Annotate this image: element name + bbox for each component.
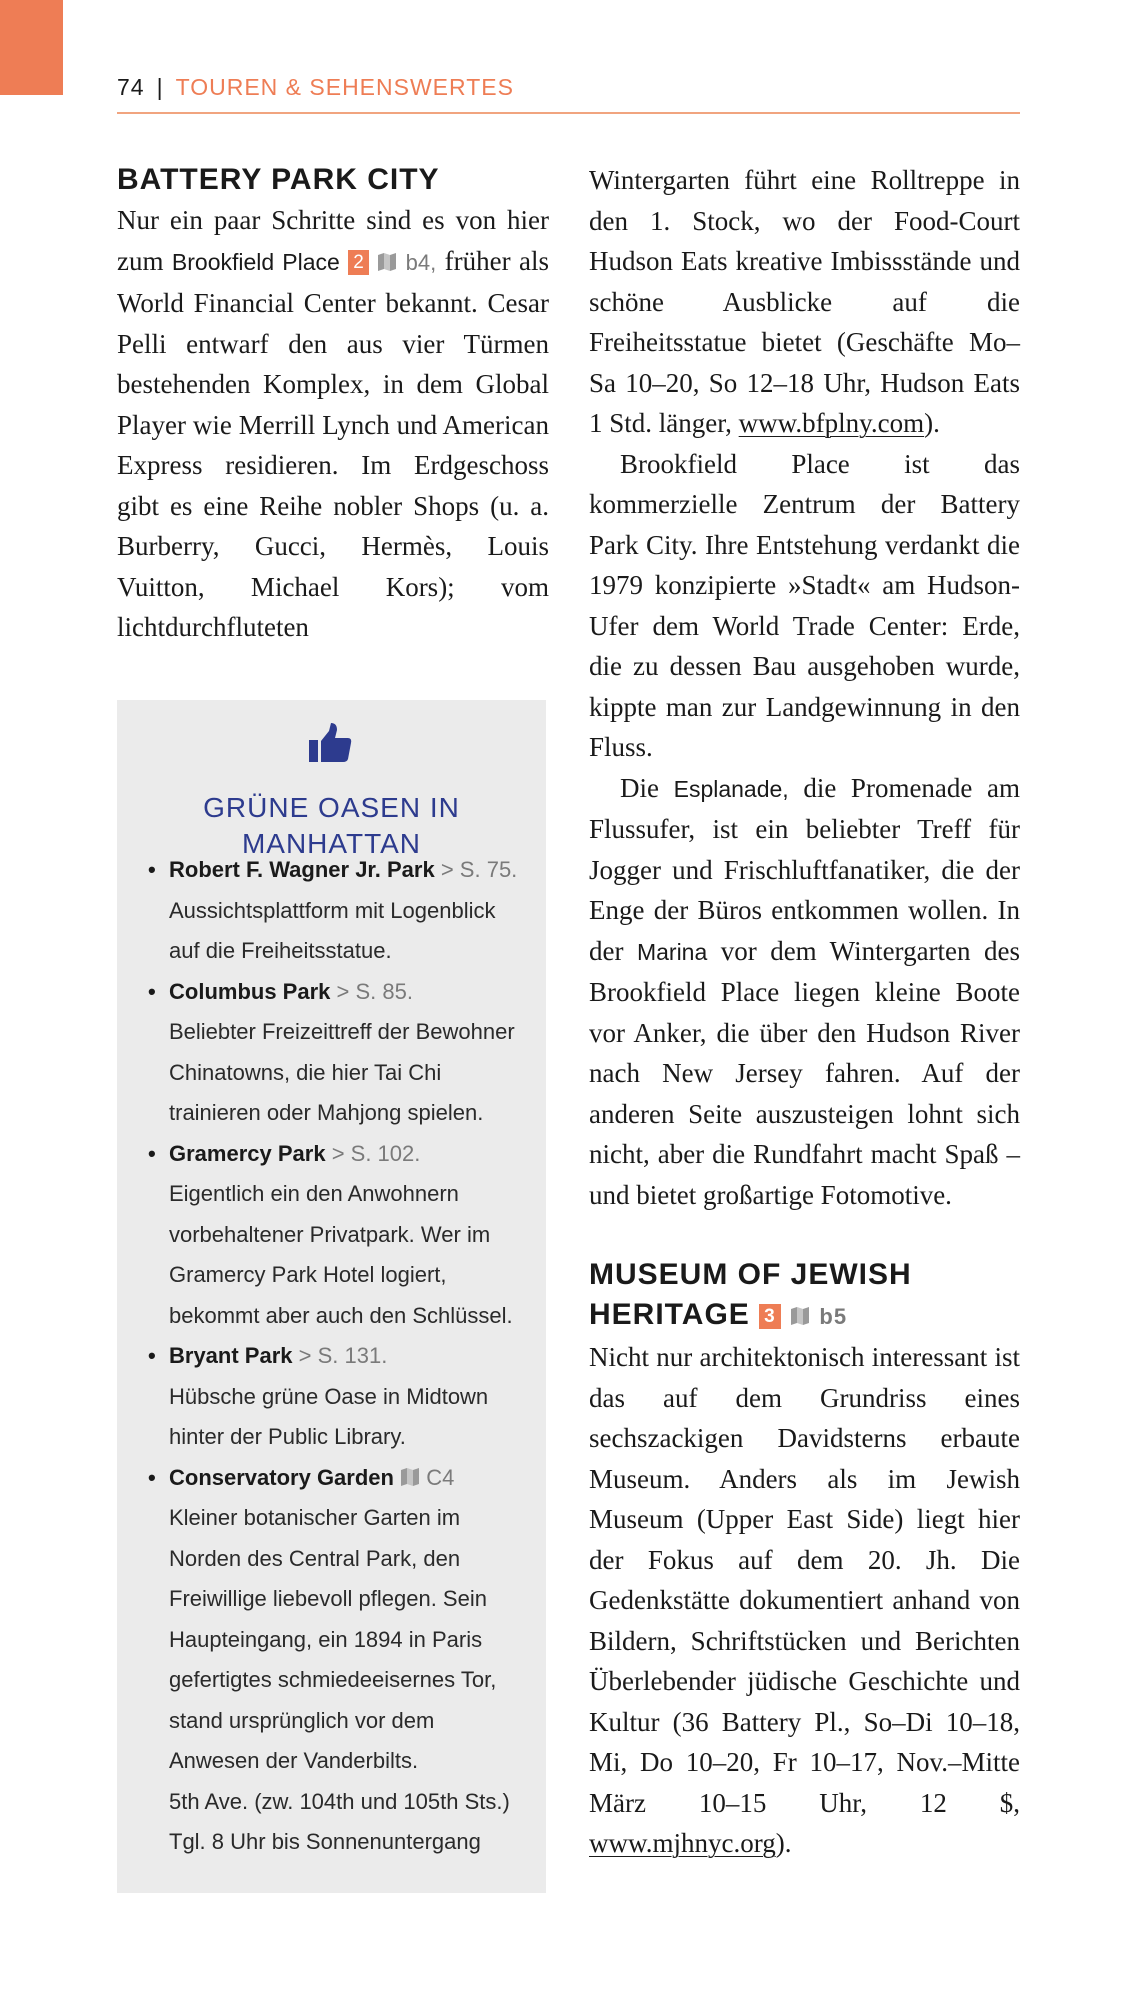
map-number-badge: 2 xyxy=(348,250,369,275)
text-run: vor dem Wintergarten des Brookfield Place liegen kleine Boote vor Anker, die über den Hudson River nach New Jersey fahren. Auf der anderen Seite auszusteigen lohnt sich nicht, aber die Rundfahrt macht Spaß – und bietet großartige Fotomotive. xyxy=(589,935,1020,1210)
page-number: 74 xyxy=(117,74,145,100)
place-name-esplanade: Esplanade, xyxy=(673,775,789,802)
park-address: 5th Ave. (zw. 104th und 105th Sts.) xyxy=(169,1788,510,1814)
heading-battery-park-city: BATTERY PARK CITY xyxy=(117,163,440,196)
museum-paragraph-1 xyxy=(589,1337,1020,1864)
left-column xyxy=(117,160,549,648)
text-run: früher als World Financial Center bekannt. Cesar Pelli entwarf den aus vier Türmen bestehenden Komplex, in dem Global Player wie Merrill Lynch und American Express residieren. Im Erdgeschoss gibt es eine Reihe nobler Shops (u. a. Burberry, Gucci, Hermès, Louis Vuitton, Michael Kors); vom lichtdurchfluteten xyxy=(117,245,550,642)
park-name: Bryant Park xyxy=(169,1343,293,1368)
map-reference: C4 xyxy=(426,1464,455,1490)
page-reference: > S. 75. xyxy=(440,857,518,882)
place-name-brookfield: Brookfield Place xyxy=(171,248,340,275)
page-reference: > S. 131. xyxy=(298,1343,388,1368)
battery-paragraph-1 xyxy=(117,200,549,648)
battery-paragraph-1-continued xyxy=(589,160,1020,444)
page-reference: > S. 102. xyxy=(331,1140,421,1166)
website-link-bfplny[interactable]: www.bfplny.com xyxy=(738,408,925,438)
section-title: TOUREN & SEHENSWERTES xyxy=(175,74,514,100)
tip-box-green-oases xyxy=(117,700,546,1893)
park-list xyxy=(169,850,529,1863)
heading-line-2: HERITAGE xyxy=(589,1298,750,1331)
park-description: Aussichtsplattform mit Logenblick auf die Freiheitsstatue. xyxy=(169,897,496,963)
thumbs-up-icon xyxy=(307,722,353,764)
list-item xyxy=(169,972,529,1134)
map-reference: b5 xyxy=(819,1304,848,1329)
park-name: Conservatory Garden xyxy=(169,1464,394,1490)
text-run: die Promenade am Flussufer, ist ein beliebter Treff für Jogger und Frischluftfanatiker, die der Enge der Büros entkommen wollen. In der xyxy=(589,772,1020,966)
tip-box-title: GRÜNE OASEN IN MANHATTAN xyxy=(203,792,460,859)
page-header xyxy=(117,70,1020,114)
text-run: ). xyxy=(924,408,940,438)
header-separator: | xyxy=(156,74,164,100)
place-name-marina: Marina xyxy=(636,938,708,965)
map-icon xyxy=(377,252,397,272)
text-run: Wintergarten führt eine Rolltreppe in den 1. Stock, wo der Food-Court Hudson Eats kreative Imbissstände und schöne Ausblicke auf die Freiheitsstatue bietet (Geschäfte Mo–Sa 10–20, So 12–18 Uhr, Hudson Eats 1 Std. länger, xyxy=(589,165,1020,438)
map-number-badge: 3 xyxy=(759,1304,781,1329)
right-column xyxy=(589,160,1020,1864)
list-item xyxy=(169,1336,529,1458)
battery-paragraph-3 xyxy=(589,768,1020,1216)
list-item xyxy=(169,850,529,972)
park-description: Hübsche grüne Oase in Midtown hinter der Public Library. xyxy=(169,1383,489,1449)
text-run: ). xyxy=(775,1828,792,1858)
list-item xyxy=(169,1134,529,1337)
park-name: Gramercy Park xyxy=(169,1140,326,1166)
text-run: Nur ein paar Schritte sind es von hier zum xyxy=(117,205,549,276)
park-name: Robert F. Wagner Jr. Park xyxy=(169,857,435,882)
list-item xyxy=(169,1458,529,1863)
page-reference: > S. 85. xyxy=(336,978,413,1004)
park-hours: Tgl. 8 Uhr bis Sonnenuntergang xyxy=(169,1829,481,1854)
park-description: Beliebter Freizeittreff der Bewohner Chinatowns, die hier Tai Chi trainieren oder Mahjong spielen. xyxy=(169,1019,515,1125)
park-name: Columbus Park xyxy=(169,978,331,1004)
park-description: Eigentlich ein den Anwohnern vorbehaltener Privatpark. Wer im Gramercy Park Hotel logiert, bekommt aber auch den Schlüssel. xyxy=(169,1181,513,1328)
text-run: Die xyxy=(620,772,674,803)
heading-museum-jewish-heritage xyxy=(589,1255,1020,1337)
map-icon xyxy=(400,1467,420,1487)
battery-paragraph-2: Brookfield Place ist das kommerzielle Zentrum der Battery Park City. Ihre Entstehung verdankt die 1979 konzipierte »Stadt« am Hudson-Ufer dem World Trade Center: Erde, die zu dessen Bau ausgehoben wurde, kippte man zur Landgewinnung in den Fluss. xyxy=(589,448,1020,762)
page-corner-tab xyxy=(0,0,63,95)
website-link-mjhnyc[interactable]: www.mjhnyc.org xyxy=(589,1828,776,1858)
heading-line-1: MUSEUM OF JEWISH xyxy=(589,1258,912,1291)
map-icon xyxy=(790,1306,810,1326)
section-spacer xyxy=(589,1215,1020,1255)
text-run: Nicht nur architektonisch interessant ist das auf dem Grundriss eines sechszackigen Davidsterns erbaute Museum. Anders als im Jewish Museum (Upper East Side) liegt hier der Fokus auf dem 20. Jh. Die Gedenkstätte dokumentiert anhand von Bildern, Schriftstücken und Berichten Überlebender jüdische Geschichte und Kultur (36 Battery Pl., So–Di 10–18, Mi, Do 10–20, Fr 10–17, Nov.–Mitte März 10–15 Uhr, 12 $, xyxy=(589,1342,1020,1818)
park-description: Kleiner botanischer Garten im Norden des Central Park, den Freiwillige liebevoll pflegen. Sein Haupteingang, ein 1894 in Paris gefertigtes schmiedeeisernes Tor, stand ursprünglich vor dem Anwesen der Vanderbilts. xyxy=(169,1505,497,1773)
map-reference: b4, xyxy=(405,249,437,275)
